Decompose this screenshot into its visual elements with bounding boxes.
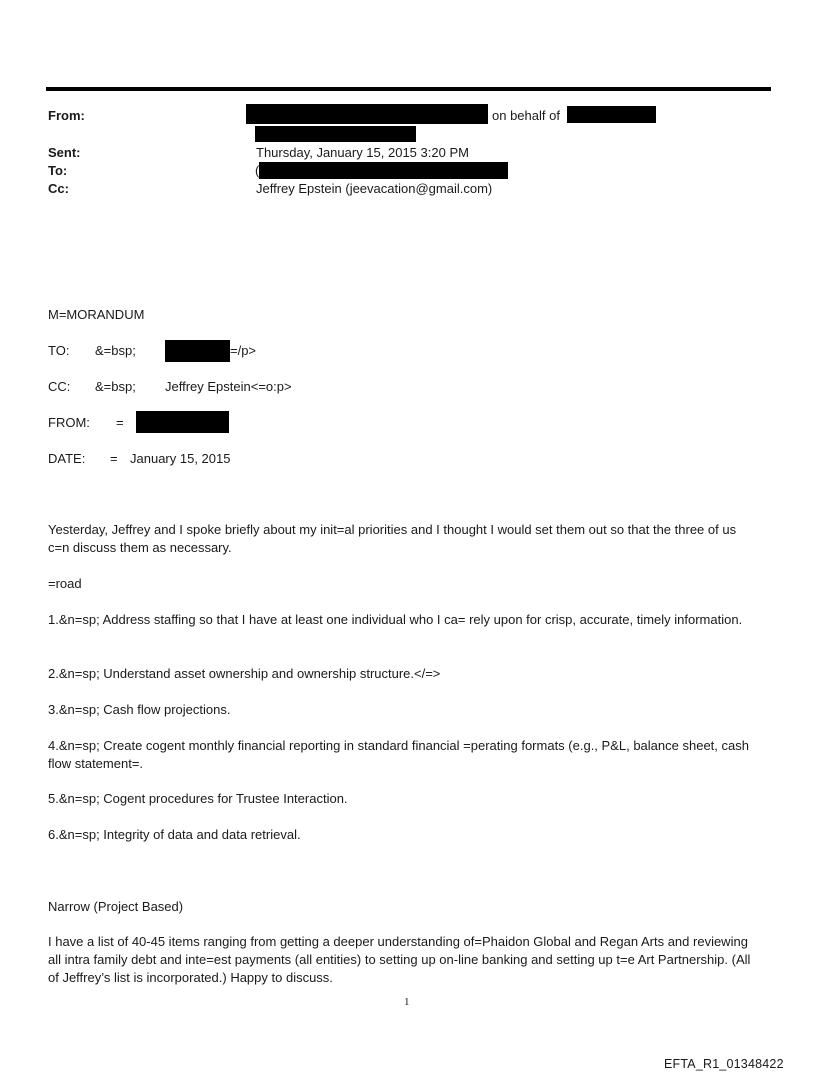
cc-label: Cc: — [48, 181, 69, 196]
priority-item-1: 1.&n=sp; Address staffing so that I have at least one individual who I ca= rely upon for crisp, accurate, timely information. — [48, 612, 743, 627]
redaction-from-line2 — [255, 126, 416, 142]
redaction-memo-to — [165, 340, 230, 362]
intro-paragraph: Yesterday, Jeffrey and I spoke briefly about my init=al priorities and I thought I would set them out so that the three of us c=n discuss them as necessary. — [48, 522, 737, 555]
from-on-behalf-text: on behalf of — [492, 108, 560, 123]
cc-value: Jeffrey Epstein (jeevacation@gmail.com) — [256, 181, 493, 196]
narrow-heading: Narrow (Project Based) — [48, 899, 184, 914]
priority-item-6: 6.&n=sp; Integrity of data and data retrieval. — [48, 827, 301, 842]
memo-cc-spacer: &=bsp; — [95, 379, 136, 394]
redaction-memo-from — [136, 411, 229, 433]
memo-cc-value: Jeffrey Epstein<=o:p> — [165, 379, 292, 394]
priority-item-5: 5.&n=sp; Cogent procedures for Trustee Interaction. — [48, 791, 348, 806]
redaction-to — [259, 162, 508, 179]
priority-item-3: 3.&n=sp; Cash flow projections. — [48, 702, 231, 717]
redaction-from-sender — [246, 104, 488, 124]
priority-item-2: 2.&n=sp; Understand asset ownership and ownership structure.</=> — [48, 666, 441, 681]
memo-date-label: DATE: — [48, 451, 86, 466]
sent-value: Thursday, January 15, 2015 3:20 PM — [256, 145, 469, 160]
narrow-paragraph: I have a list of 40-45 items ranging from getting a deeper understanding of=Phaidon Global and Regan Arts and reviewing all intra family debt and inte=est payments (all entities) to setting up on-line banking and setting up t=e Art Partnership. (All of Jeffrey’s list is incorporated.) Happy to discuss. — [48, 934, 751, 985]
sent-label: Sent: — [48, 145, 81, 160]
to-prefix: ( — [255, 163, 260, 178]
from-label: From: — [48, 108, 85, 123]
memo-cc-label: CC: — [48, 379, 71, 394]
memo-date-value: January 15, 2015 — [130, 451, 231, 466]
header-divider-rule — [46, 87, 771, 91]
document-id: EFTA_R1_01348422 — [664, 1057, 784, 1071]
memo-from-spacer: = — [116, 415, 124, 430]
memo-from-label: FROM: — [48, 415, 90, 430]
memo-date-spacer: = — [110, 451, 118, 466]
redaction-from-behalf — [567, 106, 656, 123]
page-number: 1 — [404, 996, 410, 1008]
memo-title: M=MORANDUM — [48, 307, 145, 322]
memo-to-tail: =/p> — [230, 343, 257, 358]
to-label: To: — [48, 163, 68, 178]
memo-to-label: TO: — [48, 343, 70, 358]
memo-to-spacer: &=bsp; — [95, 343, 136, 358]
broad-heading: =road — [48, 576, 82, 591]
priority-item-4: 4.&n=sp; Create cogent monthly financial reporting in standard financial =perating formats (e.g., P&L, balance sheet, cash flow statement=. — [48, 738, 749, 771]
